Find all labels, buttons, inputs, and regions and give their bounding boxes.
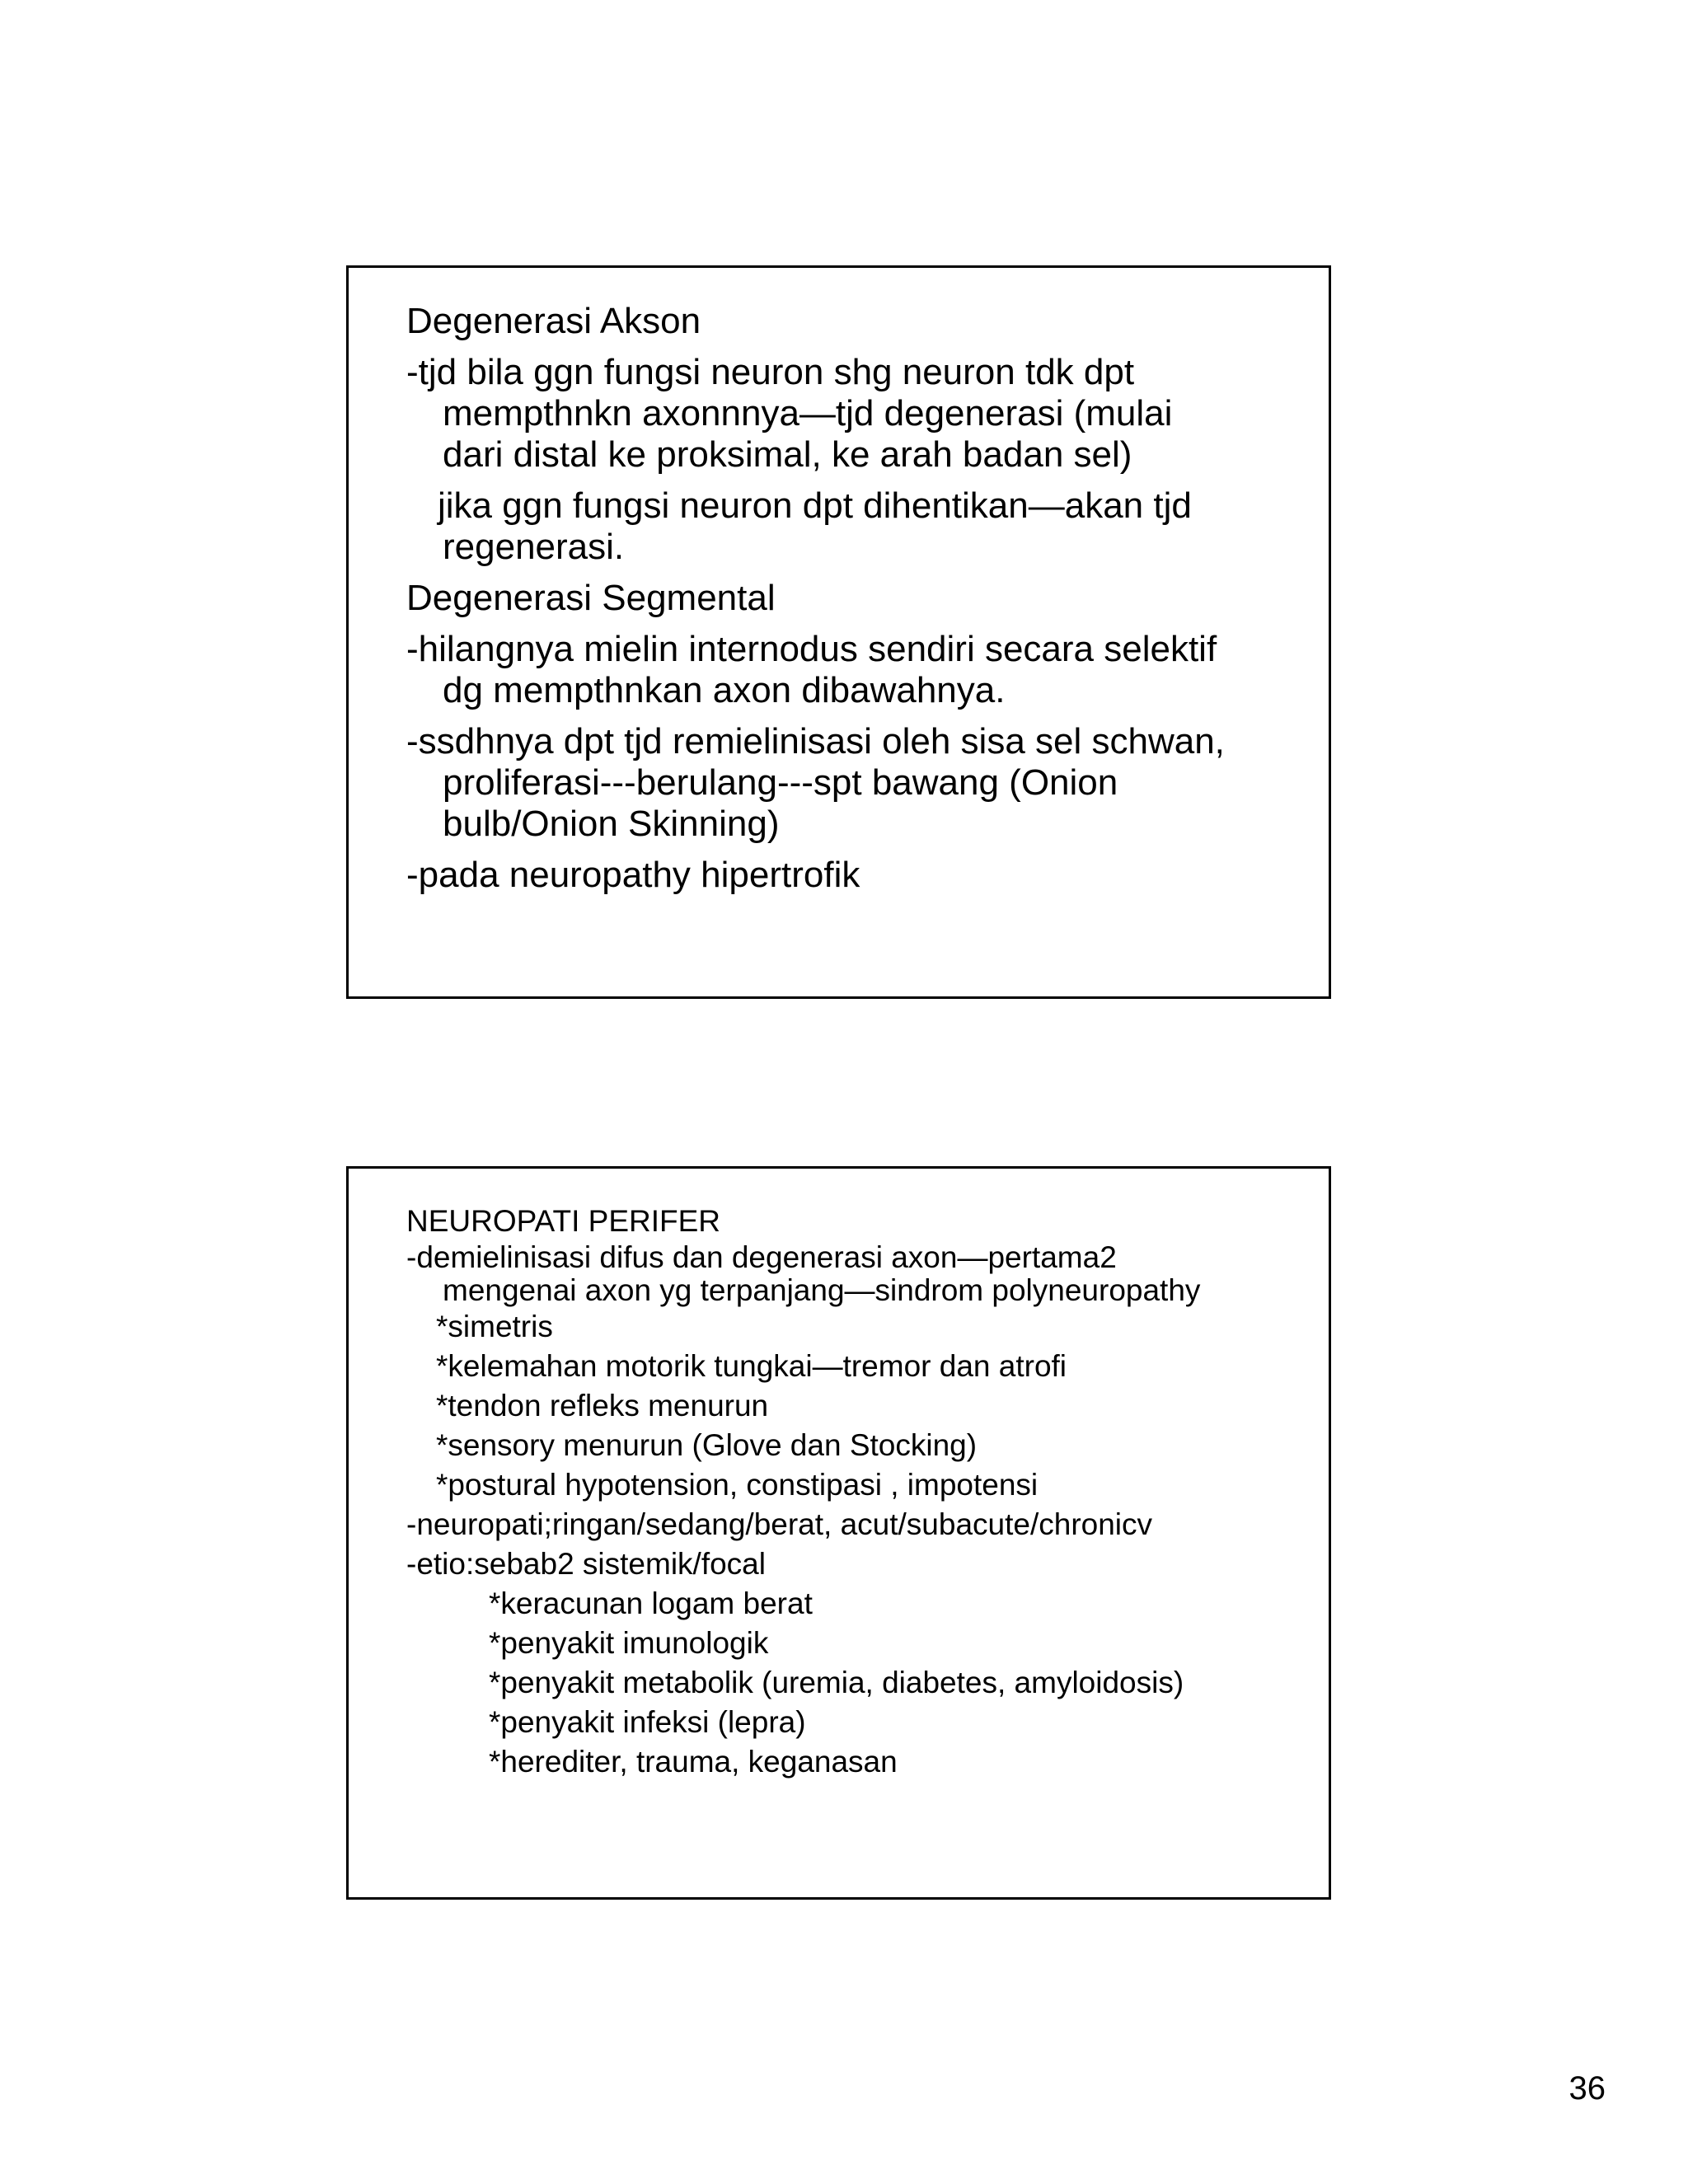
heading-degenerasi-akson: Degenerasi Akson xyxy=(406,301,701,341)
text-line: -tjd bila ggn fungsi neuron shg neuron tdk dpt xyxy=(406,352,1135,392)
text-line: -demielinisasi difus dan degenerasi axon—pertama2 xyxy=(406,1240,1117,1274)
text-line: dari distal ke proksimal, ke arah badan sel) xyxy=(443,434,1132,475)
text-line: -hilangnya mielin internodus sendiri secara selektif xyxy=(406,629,1217,669)
list-item: *sensory menurun (Glove dan Stocking) xyxy=(436,1428,978,1462)
list-item: *penyakit infeksi (lepra) xyxy=(489,1705,806,1739)
text-line: dg mempthnkan axon dibawahnya. xyxy=(443,670,1006,710)
text-line: -neuropati;ringan/sedang/berat, acut/subacute/chronicv xyxy=(406,1507,1153,1541)
text-line: mempthnkn axonnnya—tjd degenerasi (mulai xyxy=(443,393,1173,434)
heading-neuropati-perifer: NEUROPATI PERIFER xyxy=(406,1204,721,1238)
slide-text xyxy=(406,301,1279,896)
text-line: proliferasi---berulang---spt bawang (Onion xyxy=(443,762,1118,803)
text-line: -etio:sebab2 sistemik/focal xyxy=(406,1547,766,1581)
slide-neuropati-perifer xyxy=(346,1166,1331,1900)
page-number: 36 xyxy=(1568,2070,1606,2107)
text-line: jika ggn fungsi neuron dpt dihentikan—akan tjd xyxy=(438,485,1192,526)
list-item: *tendon refleks menurun xyxy=(436,1389,769,1422)
text-line: bulb/Onion Skinning) xyxy=(443,804,780,844)
slide-degenerasi xyxy=(346,265,1331,999)
text-line: -pada neuropathy hipertrofik xyxy=(406,855,860,895)
list-item: *postural hypotension, constipasi , impotensi xyxy=(436,1468,1039,1502)
heading-degenerasi-segmental: Degenerasi Segmental xyxy=(406,578,776,618)
list-item: *simetris xyxy=(436,1310,553,1343)
list-item: *kelemahan motorik tungkai—tremor dan atrofi xyxy=(436,1349,1067,1383)
list-item: *keracunan logam berat xyxy=(489,1586,813,1620)
slide-text xyxy=(406,1202,1279,1782)
list-item: *penyakit imunologik xyxy=(489,1626,769,1660)
list-item: *herediter, trauma, keganasan xyxy=(489,1745,898,1779)
text-line: -ssdhnya dpt tjd remielinisasi oleh sisa sel schwan, xyxy=(406,721,1225,762)
text-line: regenerasi. xyxy=(443,527,625,567)
text-line: mengenai axon yg terpanjang—sindrom polyneuropathy xyxy=(443,1273,1201,1307)
list-item: *penyakit metabolik (uremia, diabetes, amyloidosis) xyxy=(489,1666,1184,1699)
